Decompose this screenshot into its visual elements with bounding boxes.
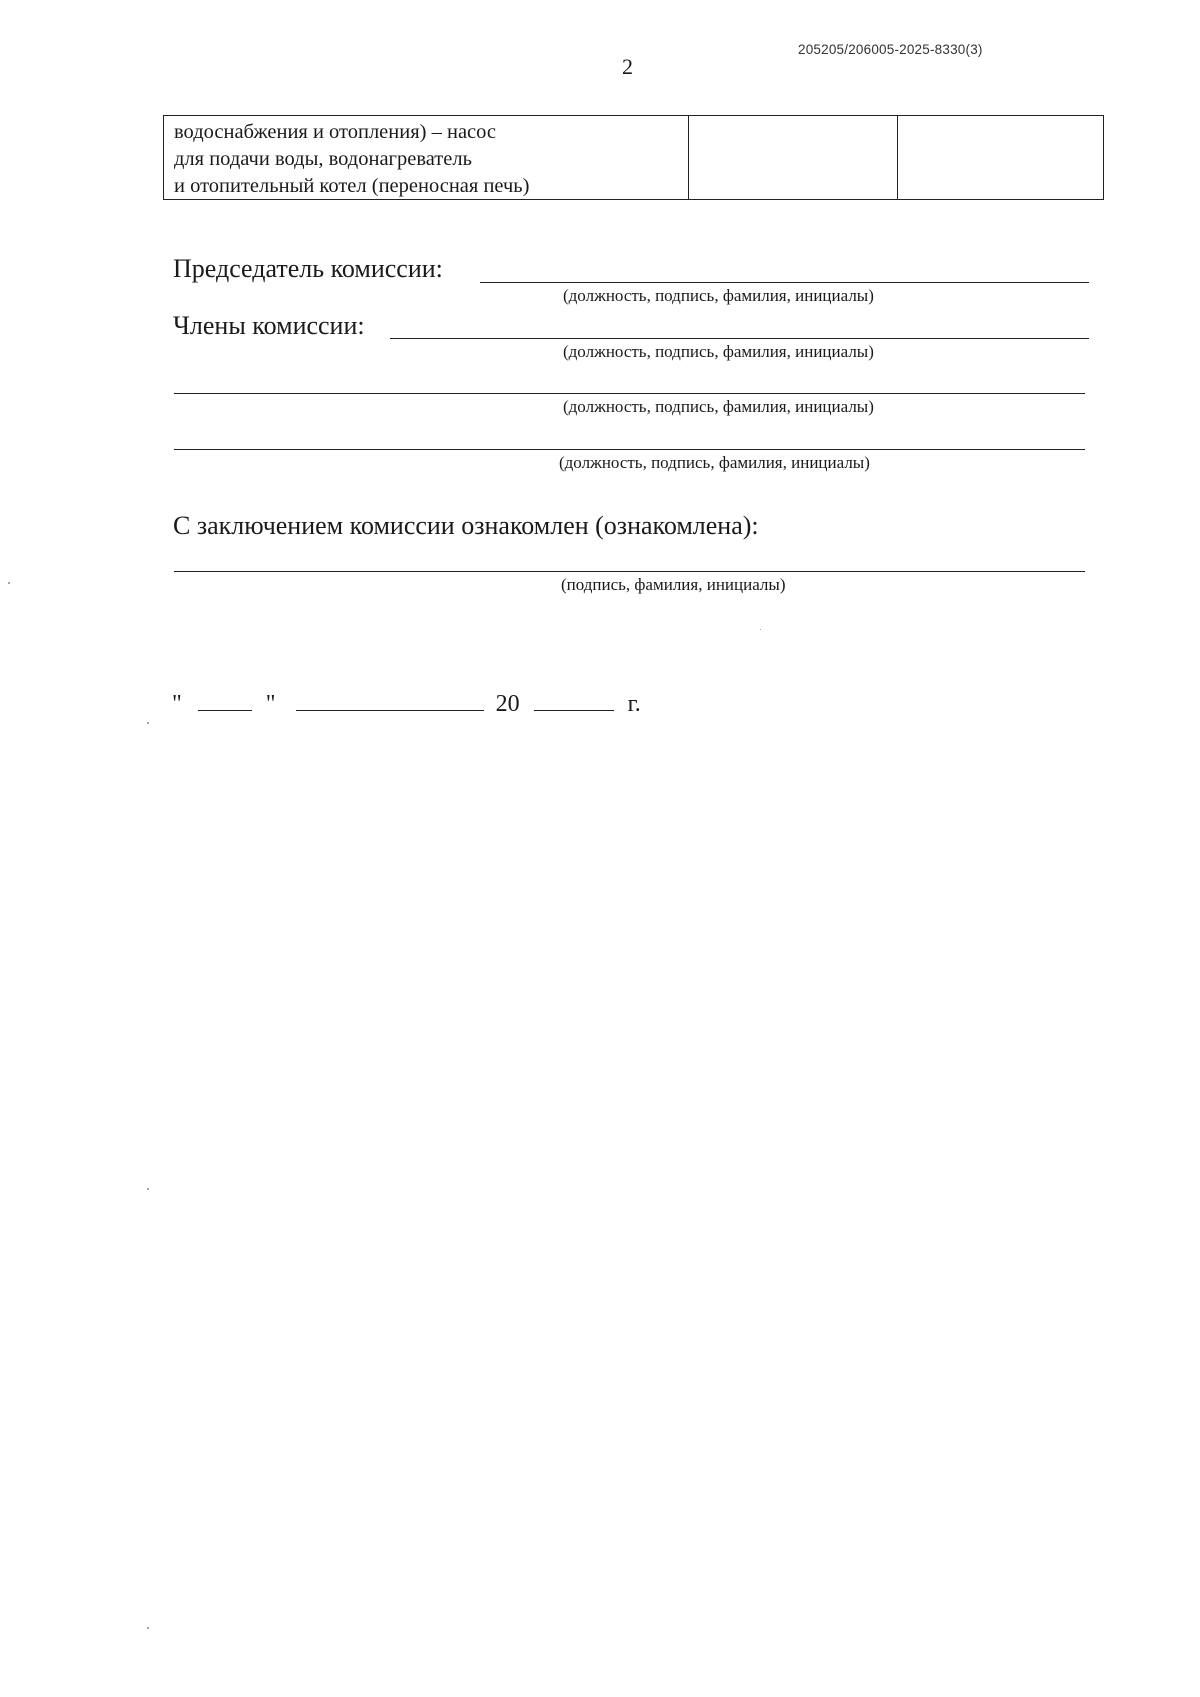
table-cell-line: водоснабжения и отопления) – насос <box>174 121 497 143</box>
member-signature-caption: (должность, подпись, фамилия, инициалы) <box>563 342 874 361</box>
member-signature-line <box>390 338 1089 339</box>
day-blank <box>198 688 252 711</box>
year-suffix: г. <box>627 691 641 717</box>
acknowledgement-label: С заключением комиссии ознакомлен (ознакомлена): <box>173 511 759 540</box>
date-close-quote: " <box>265 691 276 717</box>
member-signature-line <box>174 449 1085 450</box>
acknowledgement-signature-line <box>174 571 1085 572</box>
chairman-label: Председатель комиссии: <box>173 254 443 283</box>
page-number: 2 <box>622 54 633 79</box>
month-blank <box>296 688 484 711</box>
scan-speck <box>147 1627 149 1629</box>
scan-speck <box>760 629 761 630</box>
equipment-table <box>163 115 1104 200</box>
document-code: 205205/206005-2025-8330(3) <box>798 42 983 57</box>
member-signature-line <box>174 393 1085 394</box>
member-signature-caption: (должность, подпись, фамилия, инициалы) <box>559 453 870 472</box>
acknowledgement-caption: (подпись, фамилия, инициалы) <box>561 575 786 594</box>
table-cell-empty <box>898 116 1103 199</box>
table-cell-empty <box>689 116 898 199</box>
chairman-signature-line <box>480 282 1089 283</box>
year-blank <box>534 688 614 711</box>
chairman-signature-caption: (должность, подпись, фамилия, инициалы) <box>563 286 874 305</box>
year-prefix: 20 <box>495 691 520 717</box>
scan-speck <box>8 582 10 584</box>
table-cell-line: и отопительный котел (переносная печь) <box>174 175 530 197</box>
table-cell-line: для подачи воды, водонагреватель <box>174 148 472 170</box>
member-signature-caption: (должность, подпись, фамилия, инициалы) <box>563 397 874 416</box>
date-line <box>172 688 641 718</box>
scan-speck <box>147 722 149 724</box>
scan-speck <box>147 1188 149 1190</box>
table-cell-description <box>164 116 689 199</box>
members-label: Члены комиссии: <box>173 311 365 340</box>
date-open-quote: " <box>172 691 182 717</box>
